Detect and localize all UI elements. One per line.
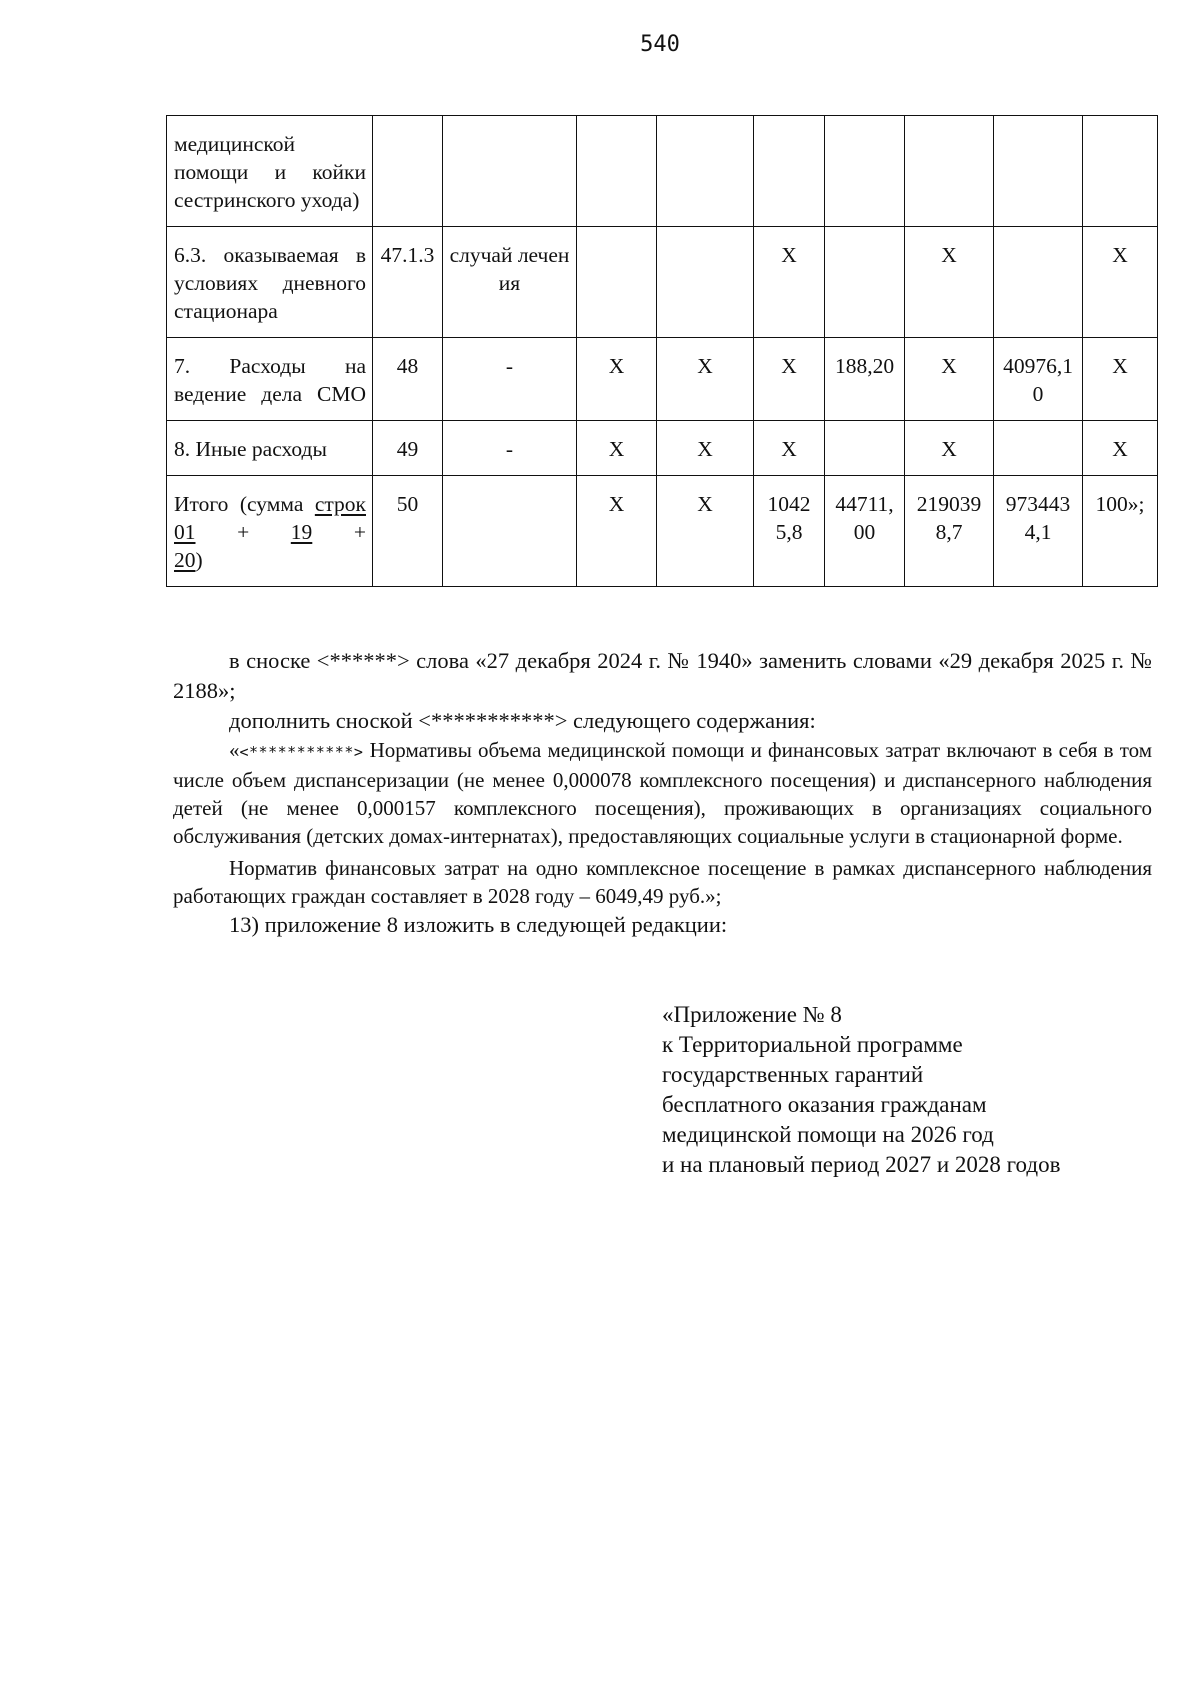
- page-number: 540: [640, 32, 680, 57]
- row-name-total: [167, 476, 373, 587]
- paragraph-item-13: 13) приложение 8 изложить в следующей редакции:: [229, 912, 728, 937]
- cell: 2190398,7: [905, 476, 994, 587]
- cell: [577, 116, 657, 227]
- paragraph-norm: Норматив финансовых затрат на одно комплексное посещение в рамках диспансерного наблюдения работающих граждан составляет в 2028 году – 6049,49 руб.»;: [173, 856, 1152, 908]
- appendix-heading: [662, 1000, 1060, 1180]
- cell: X: [754, 421, 825, 476]
- appendix-line: государственных гарантий: [662, 1062, 924, 1087]
- paragraph-footnote-content: [173, 736, 1152, 850]
- link-row-19[interactable]: 19: [290, 520, 313, 544]
- row-unit: -: [443, 338, 577, 421]
- quote-open: «: [229, 738, 240, 762]
- cell: X: [657, 421, 754, 476]
- row-unit: случай лечения: [443, 227, 577, 338]
- row-code: 49: [373, 421, 443, 476]
- row-code: [373, 116, 443, 227]
- table-row: [167, 116, 1158, 227]
- cell: [994, 227, 1083, 338]
- cell: X: [577, 421, 657, 476]
- link-row-01[interactable]: 01: [174, 520, 196, 544]
- cell: [825, 116, 905, 227]
- appendix-line: «Приложение № 8: [662, 1002, 842, 1027]
- cell: [905, 116, 994, 227]
- cell: X: [657, 338, 754, 421]
- table-row-total: [167, 476, 1158, 587]
- cell: X: [905, 421, 994, 476]
- cell: [994, 421, 1083, 476]
- cell: [825, 227, 905, 338]
- cell: [754, 116, 825, 227]
- paragraph-add-footnote: дополнить сноской <***********> следующего содержания:: [229, 708, 816, 733]
- row-code: 48: [373, 338, 443, 421]
- cell: 44711,00: [825, 476, 905, 587]
- cell: X: [657, 476, 754, 587]
- cell: X: [1083, 338, 1158, 421]
- link-row-20[interactable]: 20: [174, 548, 196, 572]
- cell: X: [1083, 227, 1158, 338]
- body-text: [173, 646, 1152, 940]
- cell: [825, 421, 905, 476]
- finance-table: [166, 115, 1158, 587]
- row-name: 8. Иные расходы: [167, 421, 373, 476]
- cell: [994, 116, 1083, 227]
- cell: X: [1083, 421, 1158, 476]
- table-row: [167, 421, 1158, 476]
- cell: 100»;: [1083, 476, 1158, 587]
- paragraph-footnote-replace: в сноске <******> слова «27 декабря 2024 г. № 1940» заменить словами «29 декабря 2025 г. № 2188»;: [173, 648, 1152, 703]
- plus-sign: +: [237, 520, 250, 544]
- footnote-text: Нормативы объема медицинской помощи и финансовых затрат включают в себя в том числе объем диспансеризации (не менее 0,000078 комплексного посещения) и диспансерного наблюдения детей (не менее 0,000157 комплексного посещения), проживающих в организациях социального обслуживания (детских домах-интернатах), предоставляющих социальные услуги в стационарной форме.: [173, 738, 1152, 848]
- cell: 40976,10: [994, 338, 1083, 421]
- appendix-line: и на плановый период 2027 и 2028 годов: [662, 1152, 1061, 1177]
- footnote-marker: <***********>: [239, 743, 364, 761]
- appendix-line: к Территориальной программе: [662, 1032, 963, 1057]
- link-strok[interactable]: строк: [314, 492, 366, 516]
- row-name: медицинской помощи и койки сестринского ухода): [167, 116, 373, 227]
- cell: X: [905, 227, 994, 338]
- cell: [657, 227, 754, 338]
- cell: X: [754, 227, 825, 338]
- cell: X: [577, 338, 657, 421]
- row-code: 50: [373, 476, 443, 587]
- cell: 9734434,1: [994, 476, 1083, 587]
- cell: X: [905, 338, 994, 421]
- row-unit: [443, 116, 577, 227]
- row-unit: -: [443, 421, 577, 476]
- plus-sign: +: [353, 520, 367, 544]
- cell: [577, 227, 657, 338]
- appendix-line: бесплатного оказания гражданам: [662, 1092, 987, 1117]
- cell: [1083, 116, 1158, 227]
- row-code: 47.1.3: [373, 227, 443, 338]
- cell: 10425,8: [754, 476, 825, 587]
- table-row: [167, 338, 1158, 421]
- cell: 188,20: [825, 338, 905, 421]
- table-row: [167, 227, 1158, 338]
- row-name: 6.3. оказываемая в условиях дневного стационара: [167, 227, 373, 338]
- cell: [657, 116, 754, 227]
- cell: X: [577, 476, 657, 587]
- row-unit: [443, 476, 577, 587]
- row-name: 7. Расходы на ведение дела СМО: [167, 338, 373, 421]
- appendix-line: медицинской помощи на 2026 год: [662, 1122, 994, 1147]
- total-label: Итого (сумма: [174, 492, 304, 516]
- cell: X: [754, 338, 825, 421]
- close-paren: ): [195, 548, 203, 572]
